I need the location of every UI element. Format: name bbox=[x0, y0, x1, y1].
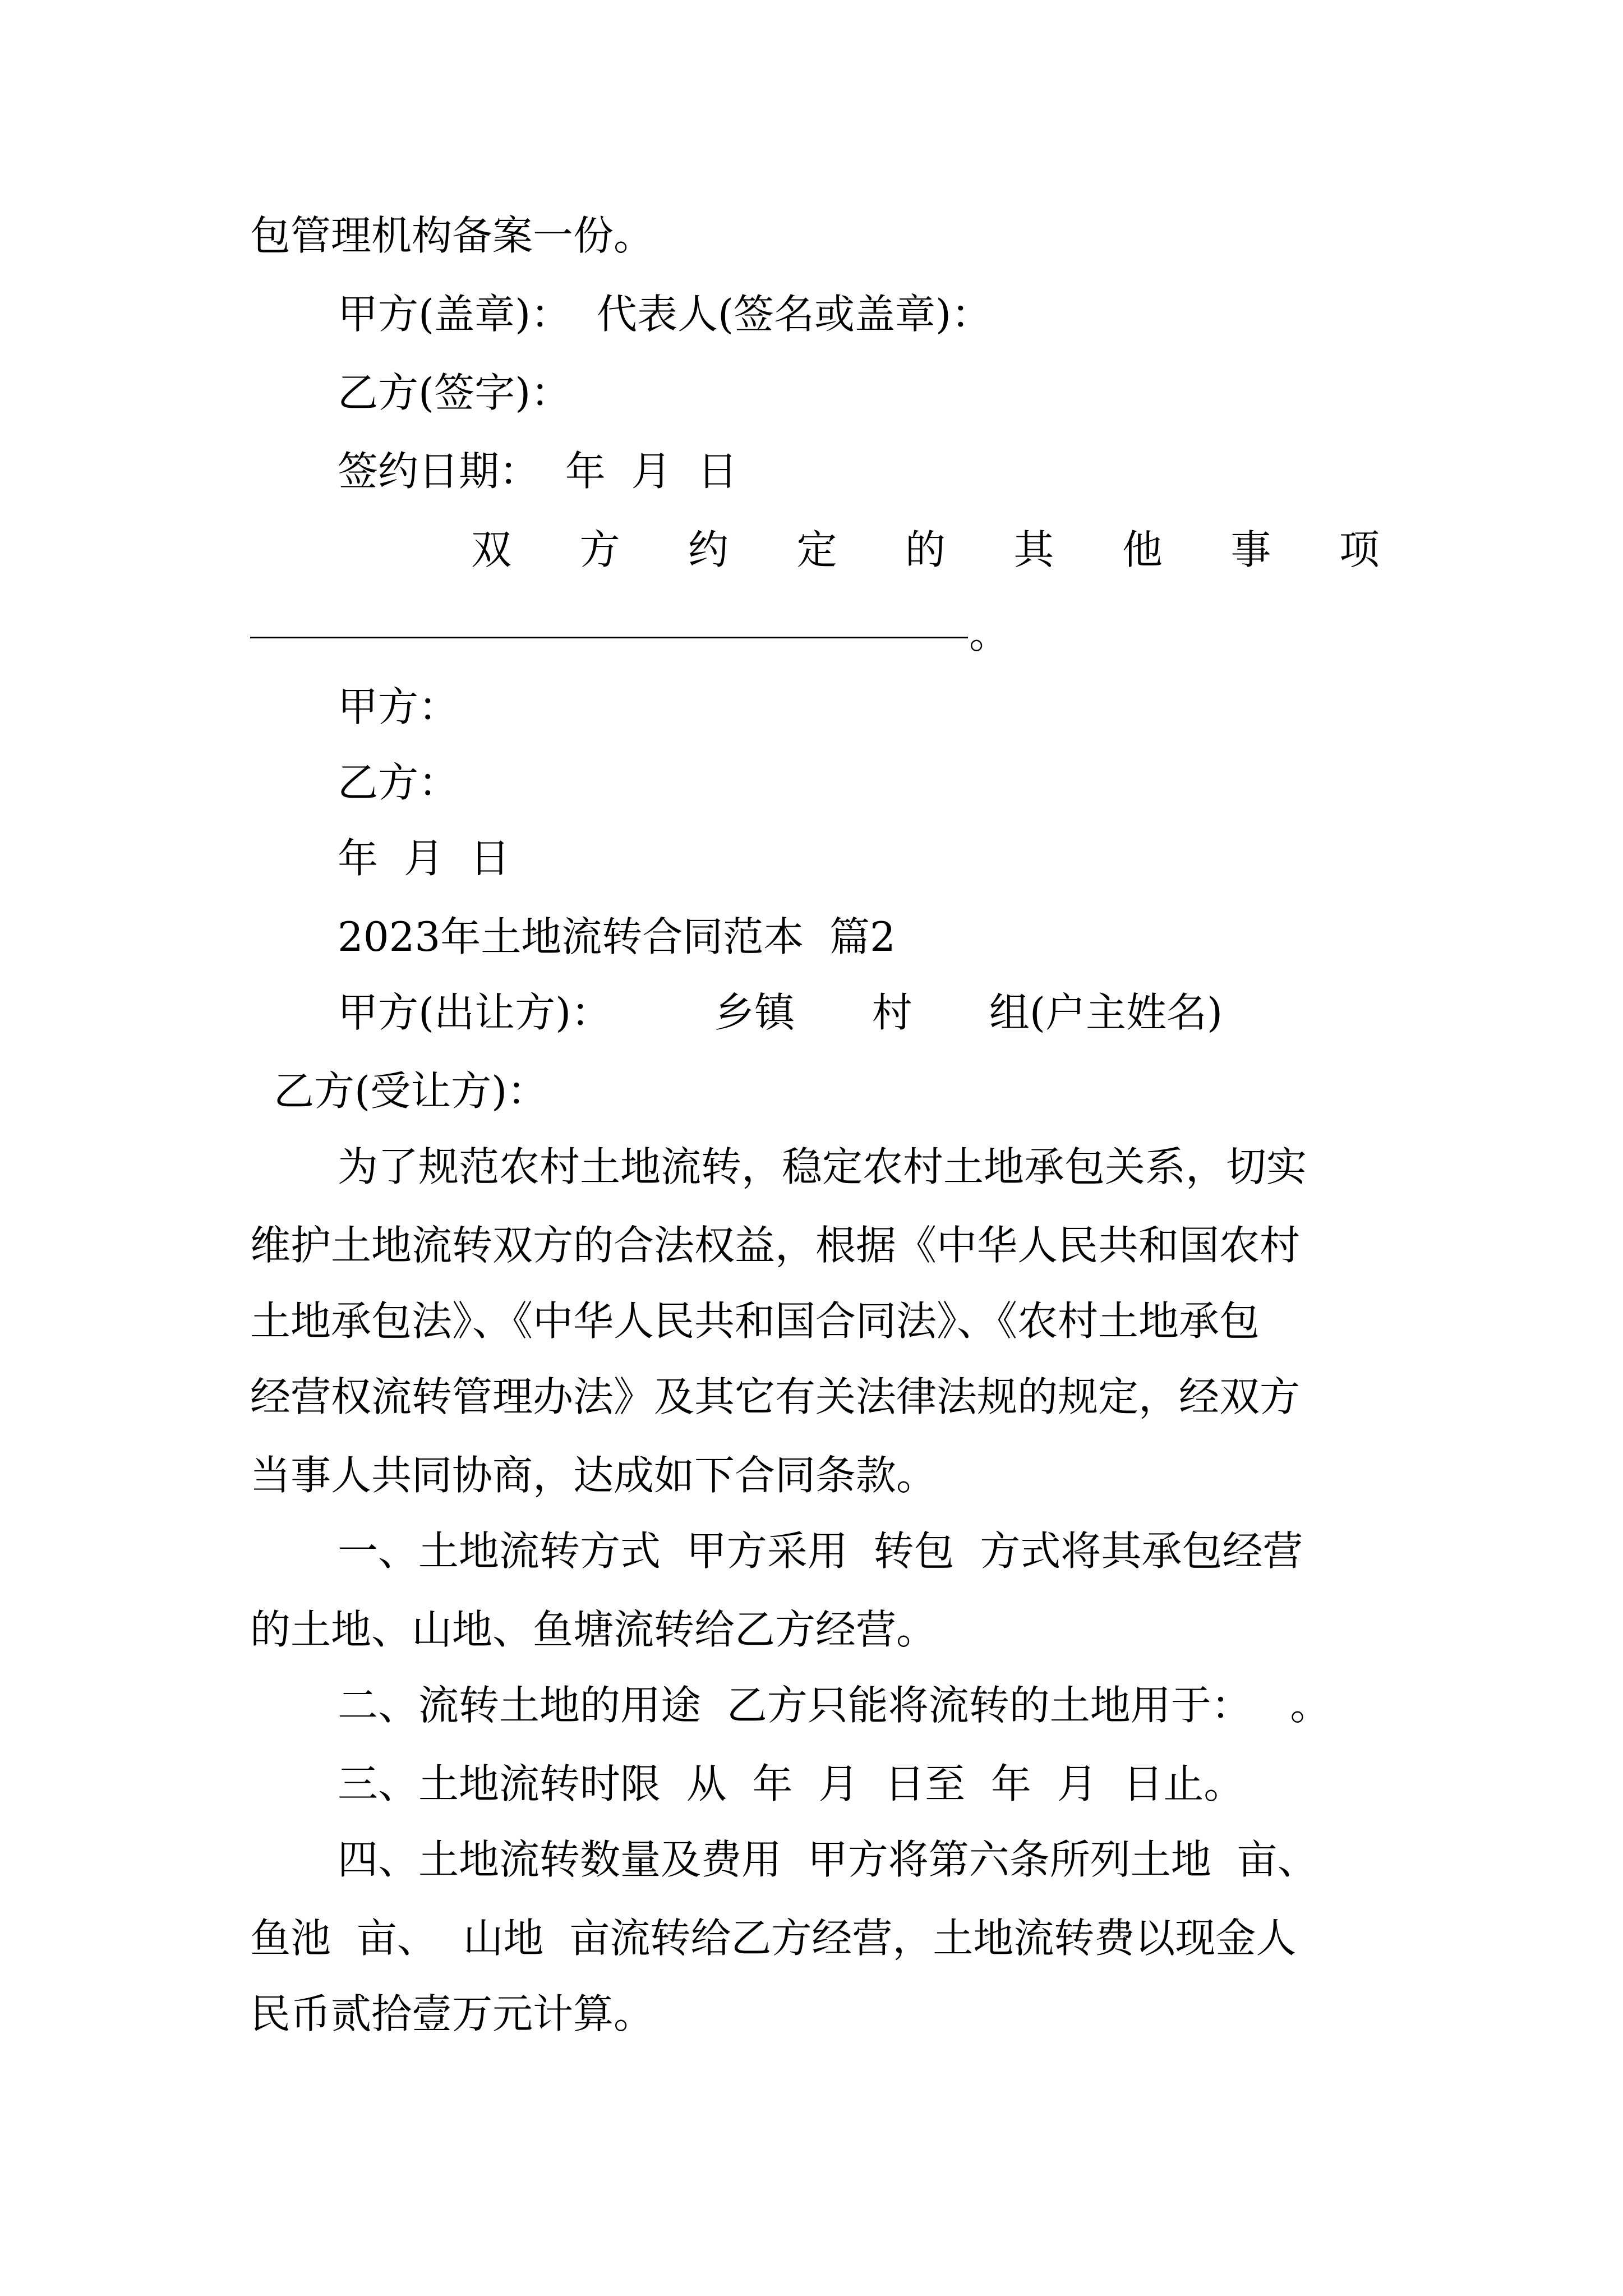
signing-date-line: 签约日期： 年 月 日 bbox=[338, 448, 738, 495]
party-b-line: 乙方： bbox=[338, 759, 459, 806]
spread-char: 定 bbox=[796, 526, 837, 573]
transferor-line: 甲方(出让方)： 乡镇 村 组(户主姓名) bbox=[338, 989, 1223, 1036]
date-line: 年 月 日 bbox=[338, 835, 510, 882]
clause-1-line: 的土地、山地、鱼塘流转给乙方经营。 bbox=[250, 1606, 937, 1653]
party-a-seal-line: 甲方(盖章)： 代表人(签名或盖章)： bbox=[338, 291, 992, 338]
clause-3-line: 三、土地流转时限 从 年 月 日至 年 月 日止。 bbox=[338, 1760, 1244, 1807]
clause-4-line: 四、土地流转数量及费用 甲方将第六条所列土地 亩、 bbox=[338, 1836, 1318, 1883]
other-matters-heading bbox=[471, 522, 1380, 578]
clause-4-line: 民币贰拾壹万元计算。 bbox=[250, 1990, 654, 2037]
paragraph-line: 维护土地流转双方的合法权益，根据《中华人民共和国农村 bbox=[250, 1222, 1301, 1269]
spread-char: 双 bbox=[471, 526, 512, 573]
party-a-line: 甲方： bbox=[338, 683, 459, 730]
spread-char: 事 bbox=[1230, 526, 1271, 573]
spread-char: 他 bbox=[1122, 526, 1163, 573]
underline-period: 。 bbox=[969, 610, 1010, 657]
text-line: 包管理机构备案一份。 bbox=[250, 212, 654, 259]
paragraph-line: 当事人共同协商，达成如下合同条款。 bbox=[250, 1452, 937, 1499]
clause-4-line: 鱼池 亩、 山地 亩流转给乙方经营，土地流转费以现金人 bbox=[250, 1915, 1297, 1962]
party-b-signature-line: 乙方(签字)： bbox=[338, 369, 571, 416]
paragraph-line: 经营权流转管理办法》及其它有关法律法规的规定，经双方 bbox=[250, 1373, 1301, 1420]
paragraph-line: 土地承包法》、《中华人民共和国合同法》、《农村土地承包 bbox=[250, 1297, 1260, 1345]
clause-1-line: 一、土地流转方式 甲方采用 转包 方式将其承包经营 bbox=[338, 1527, 1303, 1575]
spread-char: 其 bbox=[1013, 526, 1054, 573]
paragraph-line: 为了规范农村土地流转，稳定农村土地承包关系，切实 bbox=[338, 1143, 1307, 1190]
section-title: 2023年土地流转合同范本 篇2 bbox=[338, 913, 896, 960]
spread-char: 的 bbox=[905, 526, 946, 573]
spread-char: 方 bbox=[579, 526, 620, 573]
transferee-line: 乙方(受让方)： bbox=[274, 1068, 548, 1115]
spread-char: 项 bbox=[1339, 526, 1380, 573]
spread-char: 约 bbox=[688, 526, 728, 573]
blank-underline bbox=[250, 637, 968, 638]
clause-2-line: 二、流转土地的用途 乙方只能将流转的土地用于： 。 bbox=[338, 1682, 1331, 1729]
